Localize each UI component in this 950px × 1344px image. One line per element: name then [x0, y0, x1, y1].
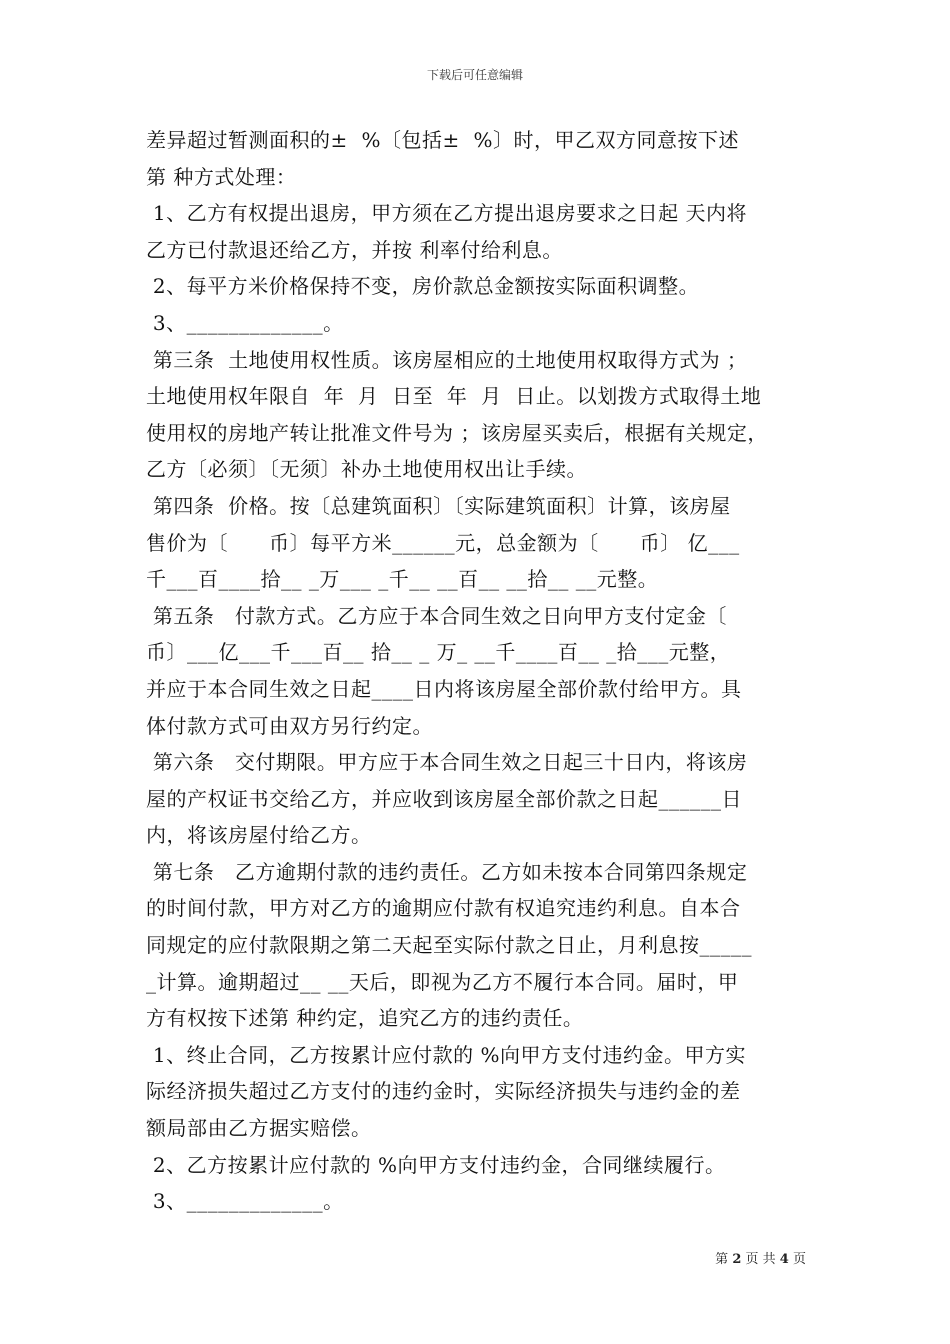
text-line: 屋的产权证书交给乙方，并应收到该房屋全部价款之日起______日: [146, 786, 742, 811]
text-line: 第五条 付款方式。乙方应于本合同生效之日向甲方支付定金〔: [146, 603, 727, 628]
text-line: 内，将该房屋付给乙方。: [146, 823, 372, 848]
text-line: 千___百____拾__ _万___ _千__ __百__ __拾__ __元整。: [146, 567, 659, 592]
text-line: 方有权按下述第 种约定，追究乙方的违约责任。: [146, 1006, 584, 1031]
page-header-note: 下载后可任意编辑: [426, 68, 523, 82]
text-line: 3、_____________。: [146, 310, 344, 335]
text-line: 1、乙方有权提出退房，甲方须在乙方提出退房要求之日起 天内将: [146, 201, 747, 226]
page-number: [715, 1248, 806, 1267]
text-line: 售价为〔 币〕每平方米______元，总金额为〔 币〕 亿___: [146, 530, 740, 555]
text-line: _计算。逾期超过__ __天后，即视为乙方不履行本合同。届时，甲: [146, 969, 739, 994]
text-line: 第七条 乙方逾期付款的违约责任。乙方如未按本合同第四条规定: [146, 859, 748, 884]
text-line: 第六条 交付期限。甲方应于本合同生效之日起三十日内，将该房: [146, 750, 748, 775]
text-line: 乙方〔必须〕〔无须〕补办土地使用权出让手续。: [146, 457, 587, 482]
text-line: 额局部由乙方据实赔偿。: [146, 1116, 372, 1141]
text-line: 1、终止合同，乙方按累计应付款的 %向甲方支付违约金。甲方实: [146, 1042, 746, 1067]
text-line: 土地使用权年限自 年 月 日至 年 月 日止。以划拨方式取得土地: [146, 384, 762, 409]
page-number-suffix: 页: [792, 1252, 806, 1267]
text-line: 2、乙方按累计应付款的 %向甲方支付违约金，合同继续履行。: [146, 1152, 726, 1177]
text-line: 第四条 价格。按〔总建筑面积〕〔实际建筑面积〕计算，该房屋: [146, 493, 731, 518]
text-line: 乙方已付款退还给乙方，并按 利率付给利息。: [146, 237, 563, 262]
text-line: 第三条 土地使用权性质。该房屋相应的土地使用权取得方式为 ；: [146, 347, 748, 372]
text-line: 第 种方式处理：: [146, 164, 297, 189]
text-line: 体付款方式可由双方另行约定。: [146, 713, 433, 738]
text-line: 差异超过暂测面积的± %〔包括± %〕时，甲乙双方同意按下述: [146, 128, 739, 152]
text-line: 使用权的房地产转让批准文件号为 ；该房屋买卖后，根据有关规定，: [146, 420, 768, 445]
total-pages: 4: [779, 1252, 789, 1267]
text-line: 际经济损失超过乙方支付的违约金时，实际经济损失与违约金的差: [146, 1079, 741, 1104]
text-line: 2、每平方米价格保持不变，房价款总金额按实际面积调整。: [146, 274, 700, 299]
text-line: 3、_____________。: [146, 1189, 344, 1214]
page-number-prefix: 第: [715, 1252, 729, 1267]
current-page: 2: [732, 1252, 742, 1267]
text-line: 的时间付款，甲方对乙方的逾期应付款有权追究违约利息。自本合: [146, 896, 741, 921]
text-line: 同规定的应付款限期之第二天起至实际付款之日止，月利息按_____: [146, 933, 752, 958]
contract-body: [146, 122, 814, 1220]
page-number-middle: 页 共: [745, 1252, 776, 1267]
text-line: 并应于本合同生效之日起____日内将该房屋全部价款付给甲方。具: [146, 676, 742, 701]
text-line: 币〕___亿___千___百__ 拾__ _ 万_ __千____百__ _拾___元整，: [146, 640, 731, 665]
